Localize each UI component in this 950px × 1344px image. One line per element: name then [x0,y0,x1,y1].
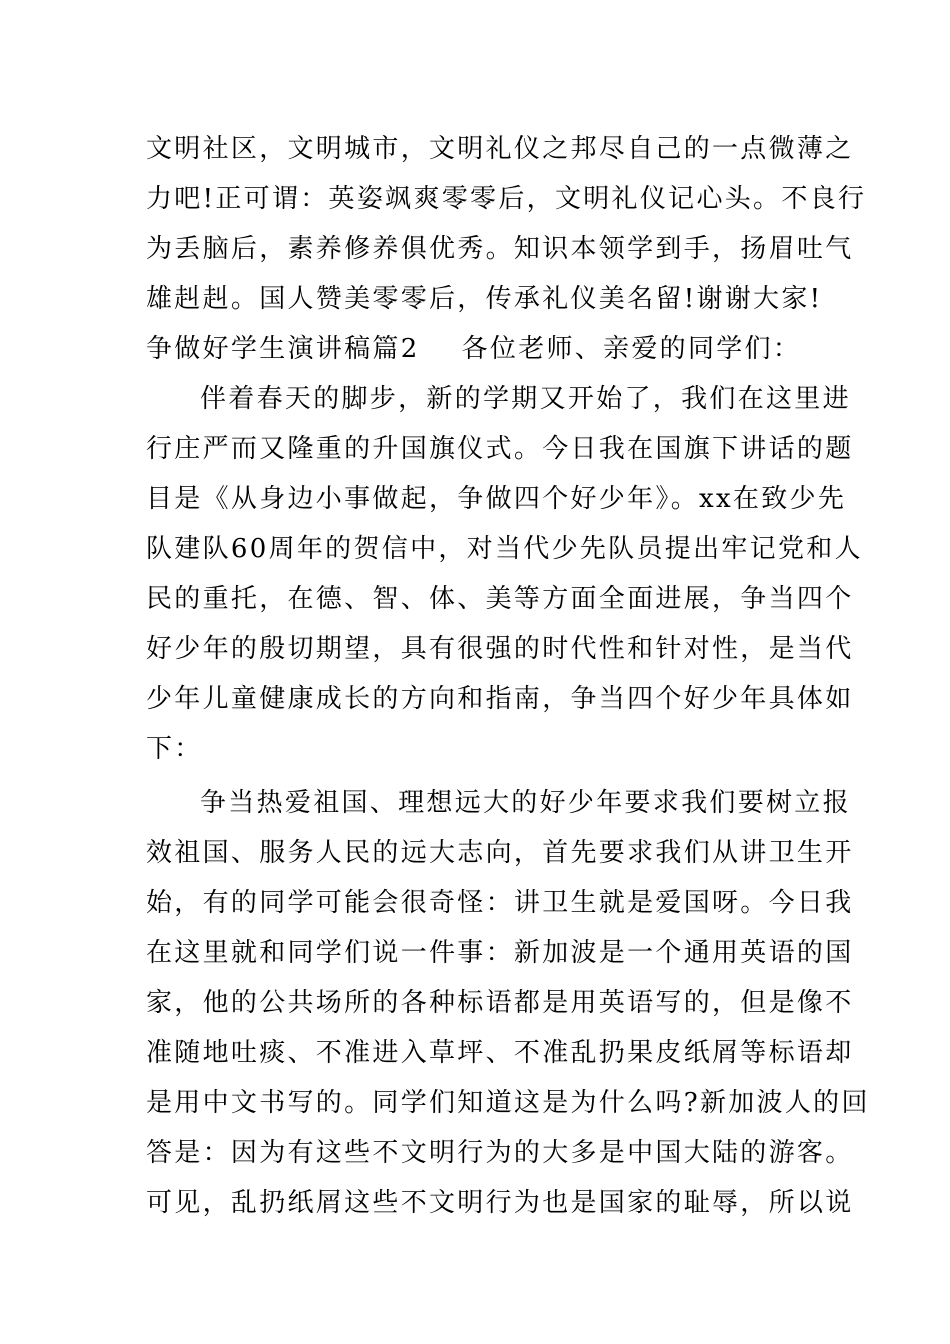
heading-title: 争做好学生演讲稿篇2 [146,334,420,364]
text-line: 始，有的同学可能会很奇怪：讲卫生就是爱国呀。今日我 [146,888,854,918]
section-heading [146,332,816,366]
text-line: 可见，乱扔纸屑这些不文明行为也是国家的耻辱，所以说 [146,1188,854,1218]
text-line: 目是《从身边小事做起，争做四个好少年》。xx在致少先 [146,484,847,514]
paragraph-first-line: 伴着春天的脚步，新的学期又开始了，我们在这里进 [200,384,851,414]
text-line: 准随地吐痰、不准进入草坪、不准乱扔果皮纸屑等标语却 [146,1038,854,1068]
text-line: 效祖国、服务人民的远大志向，首先要求我们从讲卫生开 [146,838,854,868]
text-line: 行庄严而又隆重的升国旗仪式。今日我在国旗下讲话的题 [146,434,854,464]
text-line: 队建队60周年的贺信中，对当代少先队员提出牢记党和人 [146,534,863,564]
text-line: 力吧!正可谓：英姿飒爽零零后，文明礼仪记心头。不良行 [146,184,867,214]
text-line: 在这里就和同学们说一件事：新加波是一个通用英语的国 [146,938,854,968]
text-line: 答是：因为有这些不文明行为的大多是中国大陆的游客。 [146,1138,854,1168]
text-line: 文明社区，文明城市，文明礼仪之邦尽自己的一点微薄之 [146,134,854,164]
text-line: 雄赳赳。国人赞美零零后，传承礼仪美名留!谢谢大家! [146,284,823,314]
text-line: 下： [146,734,203,764]
text-line: 是用中文书写的。同学们知道这是为什么吗?新加波人的回 [146,1088,870,1118]
text-line: 为丢脑后，素养修养俱优秀。知识本领学到手，扬眉吐气 [146,234,854,264]
heading-greeting: 各位老师、亲爱的同学们： [461,334,802,364]
paragraph-first-line: 争当热爱祖国、理想远大的好少年要求我们要树立报 [200,788,851,818]
text-line: 好少年的殷切期望，具有很强的时代性和针对性，是当代 [146,634,854,664]
text-line: 家，他的公共场所的各种标语都是用英语写的，但是像不 [146,988,854,1018]
text-line: 少年儿童健康成长的方向和指南，争当四个好少年具体如 [146,684,854,714]
text-line: 民的重托，在德、智、体、美等方面全面进展，争当四个 [146,584,854,614]
